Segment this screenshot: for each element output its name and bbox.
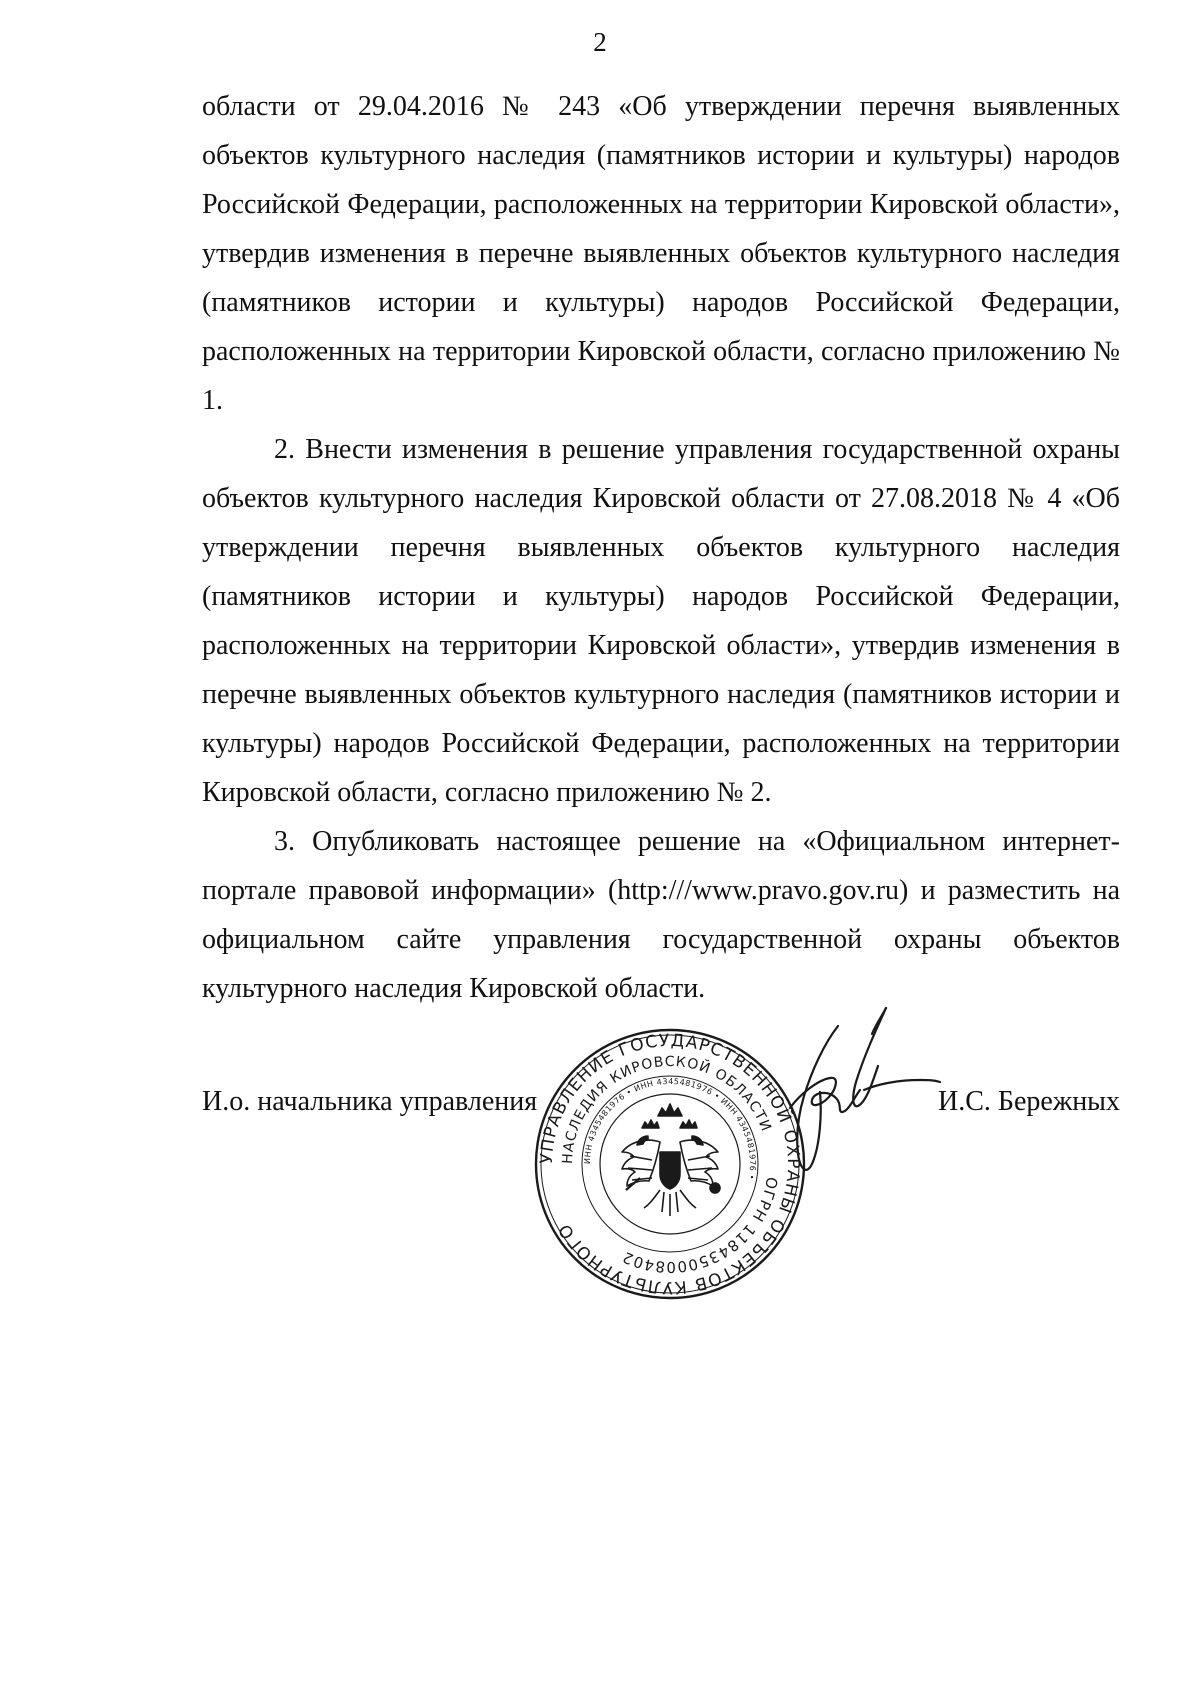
page-number: 2 [593,27,607,57]
paragraph-item-2: 2. Внести изменения в решение управления государственной охраны объектов культурного наследия Кировской области от 27.08.2018 № 4 «Об утверждении перечня выявленных объектов культурного наследия (памятников истории и культуры) народов Российской Федерации, расположенных на территории Кировской области», утвердив изменения в перечне выявленных объектов культурного наследия (памятников истории и культуры) народов Российской Федерации, расположенных на территории Кировской области, согласно приложению № 2. [202,434,1120,808]
document-body [202,82,1120,1013]
coat-of-arms-icon [622,1104,720,1216]
seal-middle-text: НАСЛЕДИЯ КИРОВСКОЙ ОБЛАСТИ [559,1053,775,1165]
paragraph-continuation: области от 29.04.2016 № 243 «Об утверждении перечня выявленных объектов культурного наследия (памятников истории и культуры) народов Российской Федерации, расположенных на территории Кировской области», утвердив изменения в перечне выявленных объектов культурного наследия (памятников истории и культуры) народов Российской Федерации, расположенных на территории Кировской области, согласно приложению № 1. [202,91,1120,416]
seal-outer-text: УПРАВЛЕНИЕ ГОСУДАРСТВЕННОЙ ОХРАНЫ ОБЪЕКТОВ КУЛЬТУРНОГО [536,1030,804,1298]
seal-inn-text: ИНН 4345481976 • ИНН 4345481976 • ИНН 4345481976 • [582,1076,758,1181]
signer-name: И.С. Бережных [938,1086,1120,1117]
signer-title: И.о. начальника управления [202,1086,538,1117]
handwritten-signature [760,1000,960,1200]
paragraph-item-3: 3. Опубликовать настоящее решение на «Официальном интернет-портале правовой информации» (http:///www.pravo.gov.ru) и разместить на официальном сайте управления государственной охраны объектов культурного наследия Кировской области. [202,826,1120,1004]
seal-ogrn-text: ОГРН 1184350008402 [619,1175,782,1277]
